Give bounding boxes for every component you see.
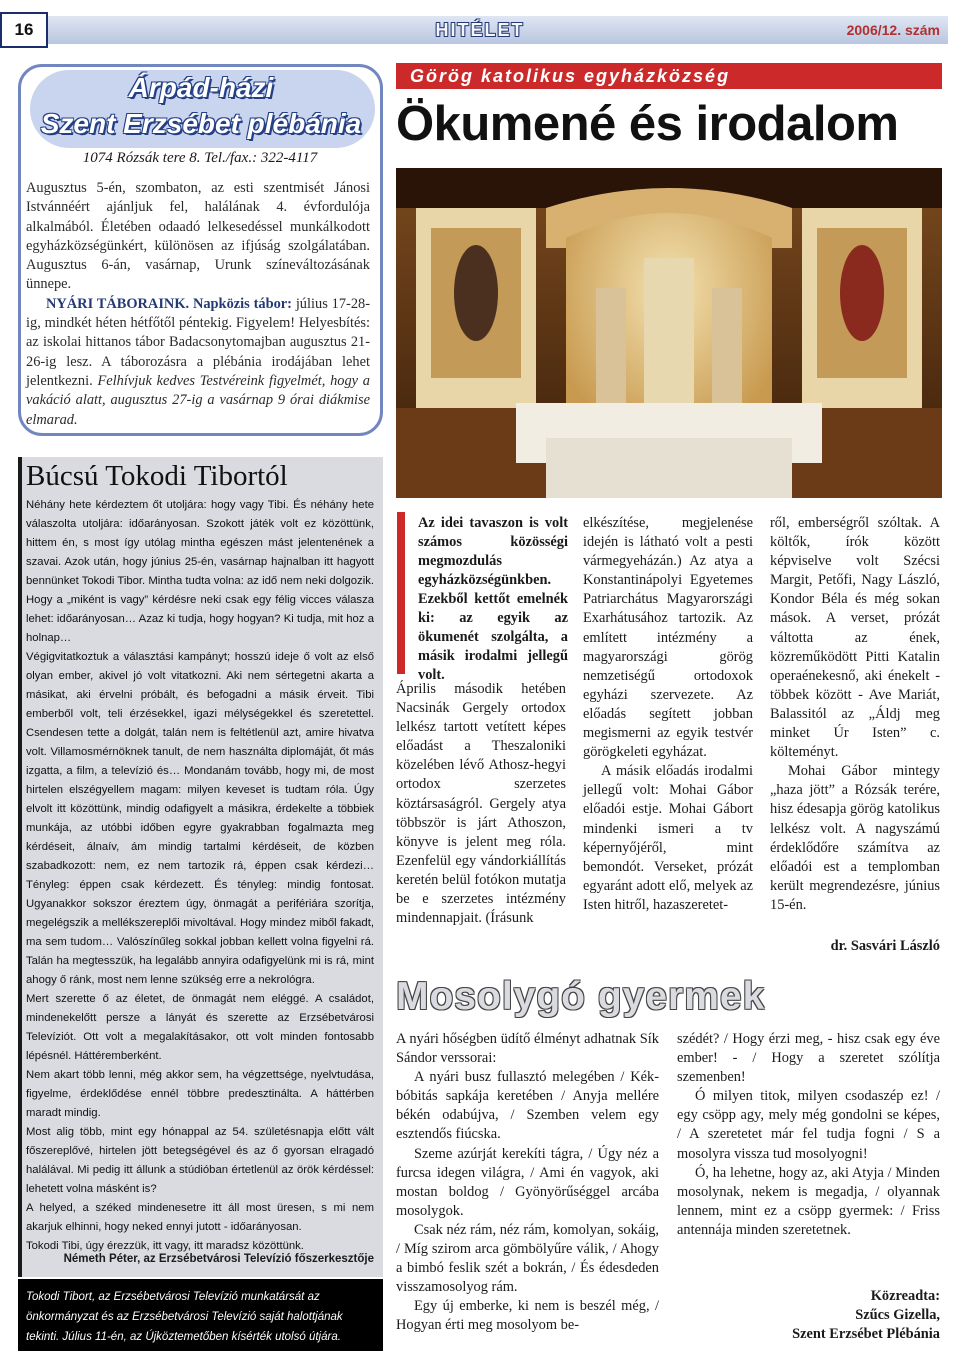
obituary-paragraph: Néhány hete kérdeztem őt utoljára: hogy vagy Tibi. És néhány hete válaszolta utoljára: időarányosan. Szokott játék volt ez közöttünk, hittem én, s most így utólag mintha egészen mást jelentenének a szavai. Azok után, hogy június 25-én, vasárnap hajnalban itt hagyott bennünket Tokodi Tibor. Mintha tudta volna: az idő nem neki dolgozik. Hogy a „miként is vagy” kérdésre neki csak egy félig vicces válasza lehet: időarányosan… Azaz ki tudja, hogy hogyan? Ki tudja, mit hoz a holnap…	[26, 499, 374, 644]
article-column-3	[770, 514, 940, 915]
poem-paragraph: Ó, ha lehetne, hogy az, aki Atyja / Minden mosolynak, nekem is megadja, / olyannak lennem, mint ez a csöpp gyermek: / Friss antennája minden szeretetnek.	[677, 1164, 940, 1238]
obituary-paragraph: Nem akart több lenni, még akkor sem, ha végzettsége, nyelvtudása, figyelme, érdeklődése ennél többre predesztinálta. A háttérben maradt mindig.	[26, 1069, 374, 1119]
parish-name-line2: Szent Erzsébet plébánia	[40, 108, 362, 139]
parish-paragraph: Augusztus 5-én, szombaton, az esti szentmisét Jánosi Istvánnéért ajánljuk fel, halálának 4. évfordulója alkalmából. Életében odaadó lelkesedéssel munkálkodott egyházközségünkért, különösen az ifjúság szolgálatában. Augusztus 6-án, vasárnap, Urunk színeváltozásának ünnepe.	[26, 180, 370, 293]
obituary-note: Tokodi Tibort, az Erzsébetvárosi Televízió munkatársát az önkormányzat és az Erzsébetvárosi Televízió saját halottjának tekinti. Július 11-én, az Újköztemetőben kísérték utolsó útjára.	[18, 1279, 383, 1351]
article-signature: dr. Sasvári László	[830, 938, 940, 954]
article-paragraph: ről, emberségről szóltak. A költők, írók között képviselve volt Szécsi Margit, Petőfi, Nagy László, Kondor Béla és még sokan mások. A verset, prózát váltotta az ének, közreműködött Pitti Katalin operaénekesnő, aki énekelt - többek között - Ave Mariát, Balassitól az „Áldj meg minket Úr Isten” c. költeményt.	[770, 515, 940, 761]
poem-paragraph: A nyári busz fullasztó melegében / Kék-bóbitás sapkája keretében / Anyja mellére békén odabújva, / Szemben velem egy esztendős fiúcska.	[396, 1069, 659, 1143]
article-title: Ökumené és irodalom	[396, 97, 899, 151]
obituary-paragraph: Tokodi Tibi, úgy érezzük, itt vagy, itt maradsz közöttünk.	[26, 1240, 304, 1252]
poem-paragraph: Egy új emberke, ki nem is beszél még, / Hogyan érti meg mosolyom be-	[396, 1298, 659, 1334]
article-paragraph: elkészítése, megjelenése idején is látható volt a pesti vármegyeházán.) Az atya a Konstantinápolyi Egyetemes Patriarchátus Magyarországi Exarhátusához tartozik. Az említett intézmény a magyarországi görög nemzetiségű ortodoxok egyházi szervezete. Az előadás segített jobban megismerni az egyik testvér görögkeleti egyházat.	[583, 515, 753, 761]
credit-org: Szent Erzsébet Plébánia	[792, 1326, 940, 1342]
camps-heading: NYÁRI TÁBORAINK.	[46, 295, 190, 312]
intro-accent-bar	[397, 512, 405, 674]
article-column-1: Április második hetében Nacsinák Gergely ortodox lelkész tartott vetített képes előadást a Theszaloniki közelében lévő Athosz-hegyi ortodox szerzetes köztársaságról. Gergely atya többször is járt Athoszon, könyve is jelent meg róla. Ezenfelül egy vándorkiállítás keretén belül fotókon mutatja be e szerzetes intézmény mindennapjait. (Írásunk	[396, 681, 566, 927]
day-camp-label: Napközis tábor:	[192, 295, 292, 312]
poem-article-title: Mosolygó gyermek	[396, 975, 766, 1018]
article-paragraph: Mohai Gábor mintegy „haza jött” a Rózsák terére, hisz édesapja görög katolikus lelkész volt. A nagyszámú érdeklődőre számítva az előadói est a templomban került megrendezésre, június 15-én.	[770, 763, 940, 913]
poem-column-left	[396, 1030, 659, 1336]
parish-address: 1074 Rózsák tere 8. Tel./fax.: 322-4117	[82, 150, 318, 166]
summer-camps-paragraph	[26, 295, 370, 430]
page-number: 16	[0, 12, 48, 48]
article-intro: Az idei tavaszon is volt számos közösségi megmozdulás egyházközségünkben. Ezekből kettőt emelnék ki: az egyik az ökumenét szolgálta, a másik irodalmi jellegű volt.	[418, 515, 568, 683]
camps-notice: Felhívjuk kedves Testvéreink figyelmét, hogy a vakáció alatt, augusztus 27-ig a vasárnap 9 órai diákmise elmarad.	[26, 372, 371, 428]
parish-name	[36, 70, 366, 142]
issue-number: 2006/12. szám	[846, 22, 940, 38]
poem-column-right	[677, 1030, 940, 1240]
credit-name: Szűcs Gizella,	[855, 1307, 940, 1323]
obituary-text	[26, 496, 374, 1256]
obituary-paragraph: Mert szerette ő az életet, de önmagát nem eléggé. A családot, mindenekelőtt persze a lányát és szerette az Erzsébetvárosi Televíziót. Ott volt a megalakításakor, ott volt minden fontosabb lépésnél. Háttéremberként.	[26, 993, 374, 1062]
church-interior-photo	[396, 168, 942, 498]
obituary-paragraph: Most alig több, mint egy hónappal az 54. születésnapja előtt vált főszereplővé, hirtelen jött betegségével és az ő gyorsan elragadó halálával. Mi pedig itt állunk a stúdióban értetlenül az örök kérdéssel: lehetett volna másként is?	[26, 1126, 374, 1195]
poem-paragraph: A nyári hőségben üdítő élményt adhatnak Sík Sándor verssorai:	[396, 1031, 659, 1067]
church-interior-illustration	[396, 168, 942, 498]
obituary-paragraph: A helyed, a széked mindenesetre itt áll most üresen, s mi nem akarjuk elhinni, hogy neked ennyi jutott - időarányosan.	[26, 1202, 374, 1233]
obituary-author: Németh Péter, az Erzsébetvárosi Televízió főszerkesztője	[63, 1253, 374, 1265]
poem-paragraph: szédét? / Hogy érzi meg, - hisz csak egy éve ember! - / Hogy a szeretet szólítja szemenben!	[677, 1031, 940, 1086]
section-tag: Görög katolikus egyházközség	[410, 66, 731, 86]
poem-paragraph: Szeme azúrját kerekíti tágra, / Úgy néz a furcsa idegen világra, / Ami én vagyok, aki mostan boldog / Gyönyörűséggel arcába mosolygok.	[396, 1145, 659, 1219]
poem-credit	[677, 1287, 940, 1344]
obituary-title: Búcsú Tokodi Tibortól	[26, 460, 288, 492]
obituary-paragraph: Végigvitatkoztuk a választási kampányt; hosszú ideje ő volt az első olyan ember, akivel jó volt vitatkozni. Aki nem sértegetni akarta a másikat, aki érvelni próbált, és befogadni a másik érveit. Tibi emberből volt, teli érzésekkel, igazi mélységekkel és szeretettel. Csendesen tette a dolgát, talán nem is feltétlenül azt, amire hivatva volt. Villamosmérnöknek tanult, de nem használta diplomáját, őt más izgatta, a film, a televízió és… Mondanám tovább, hogy mi, de most hirtelen elszégyellem magam: milyen keveset is tudtam róla. Úgy elvolt itt közöttünk, mindig odafigyelt a másikra, érdekelte a többiek munkája, az utóbbi időben egyre gyakrabban fogalmazta meg kérdéseit, álnaív, ám mindig tartalmi kérdéseit, de közben szabadkozott: nem, ez nem tartozik rá, éppen csak kérdezi… Tényleg: éppen csak kérdezett. És tényleg: mindig fontosat. Ugyanakkor sokszor éreztem úgy, önmagát a perifériára szorítja, megelégszik a mellékszereplői mivoltával. Hogy mindez miből fakadt, ma sem tudom… Valószínűleg sokkal jobban kellett volna figyelni rá. Talán ha megtesszük, ha legalább annyira odafigyelünk mi is rá, mint ahogy ő ránk, most nem lenne szükség erre a nekrológra.	[26, 651, 374, 986]
camps-text: július 17-28-ig, mindkét héten hétfőtől péntekig. Figyelem! Helyesbítés: az iskolai hittanos tábor Badacsonytomajban augusztus 21-26-ig lesz. A táborozásra a plébánia irodájában lehet jelentkezni.	[26, 295, 371, 389]
parish-name-line1: Árpád-házi	[128, 72, 274, 103]
poem-paragraph: Ó milyen titok, milyen csodaszép ez! / egy csöpp agy, mely még gondolni se képes, / A szeretetet már fel tudja fogni / S a mosolyra vissza tud mosolyogni!	[677, 1088, 940, 1162]
magazine-title: HITÉLET	[435, 20, 525, 40]
parish-announcements	[26, 179, 370, 430]
poem-paragraph: Csak néz rám, néz rám, komolyan, sokáig, / Míg szirom arca gömbölyűre válik, / Ahogy a bimbó feslik szét a bokrán, / És édesdeden visszamosolyog rám.	[396, 1221, 659, 1296]
article-column-2	[583, 514, 753, 915]
article-paragraph: A másik előadás irodalmi jellegű volt: Mohai Gábor előadói estje. Mohai Gábort mindenki ismeri a tv képernyőjéről, mint bemondót. Verseket, prózát egyaránt adott elő, melyek az Isten hitről, hazaszeretet-	[583, 763, 753, 913]
credit-label: Közreadta:	[870, 1288, 940, 1304]
